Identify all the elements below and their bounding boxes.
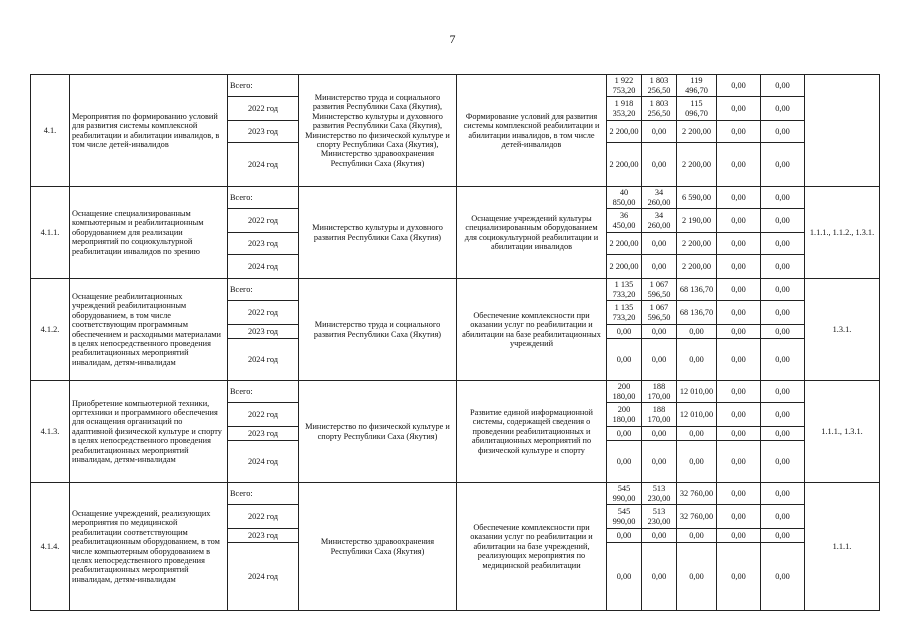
value-cell-4: 0,00 xyxy=(717,381,761,403)
value-cell-2: 1 803 256,50 xyxy=(642,75,677,97)
value-cell-1: 40 850,00 xyxy=(607,187,642,209)
value-cell-1: 2 200,00 xyxy=(607,233,642,255)
value-cell-4: 0,00 xyxy=(717,121,761,143)
value-cell-5: 0,00 xyxy=(761,483,805,505)
period-label: 2022 год xyxy=(228,505,299,529)
value-cell-4: 0,00 xyxy=(717,441,761,483)
value-cell-3: 32 760,00 xyxy=(677,505,717,529)
value-cell-5: 0,00 xyxy=(761,543,805,611)
period-label: 2023 год xyxy=(228,325,299,339)
table-row xyxy=(31,187,880,209)
value-cell-2: 1 803 256,50 xyxy=(642,97,677,121)
item-code: 4.1.1. xyxy=(31,187,70,279)
item-code: 4.1.2. xyxy=(31,279,70,381)
value-cell-1: 0,00 xyxy=(607,543,642,611)
value-cell-4: 0,00 xyxy=(717,403,761,427)
value-cell-5: 0,00 xyxy=(761,441,805,483)
value-cell-2: 1 067 596,50 xyxy=(642,279,677,301)
value-cell-3: 32 760,00 xyxy=(677,483,717,505)
value-cell-5: 0,00 xyxy=(761,381,805,403)
value-cell-2: 0,00 xyxy=(642,427,677,441)
item-name: Оснащение специализированным компьютерным и реабилитационным оборудованием для реализации мероприятий по социокультурной реабилитации инвалидов по зрению xyxy=(70,187,228,279)
executor-cell: Министерство труда и социального развития Республики Саха (Якутия) xyxy=(299,279,457,381)
period-label: Всего: xyxy=(228,381,299,403)
value-cell-5: 0,00 xyxy=(761,301,805,325)
value-cell-5: 0,00 xyxy=(761,187,805,209)
value-cell-3: 68 136,70 xyxy=(677,279,717,301)
value-cell-3: 0,00 xyxy=(677,427,717,441)
page-number: 7 xyxy=(449,32,456,46)
value-cell-1: 0,00 xyxy=(607,339,642,381)
value-cell-1: 0,00 xyxy=(607,325,642,339)
table-row xyxy=(31,381,880,403)
value-cell-5: 0,00 xyxy=(761,143,805,187)
value-cell-4: 0,00 xyxy=(717,301,761,325)
value-cell-3: 0,00 xyxy=(677,543,717,611)
period-label: 2024 год xyxy=(228,441,299,483)
value-cell-4: 0,00 xyxy=(717,143,761,187)
value-cell-1: 1 135 733,20 xyxy=(607,279,642,301)
value-cell-5: 0,00 xyxy=(761,339,805,381)
period-label: 2022 год xyxy=(228,403,299,427)
indicators-cell xyxy=(805,75,880,187)
period-label: 2022 год xyxy=(228,97,299,121)
value-cell-5: 0,00 xyxy=(761,325,805,339)
value-cell-1: 0,00 xyxy=(607,427,642,441)
value-cell-1: 545 990,00 xyxy=(607,505,642,529)
period-label: 2023 год xyxy=(228,427,299,441)
indicators-cell: 1.1.1., 1.1.2., 1.3.1. xyxy=(805,187,880,279)
value-cell-2: 0,00 xyxy=(642,441,677,483)
table-row xyxy=(31,483,880,505)
value-cell-2: 34 260,00 xyxy=(642,187,677,209)
period-label: Всего: xyxy=(228,279,299,301)
executor-cell: Министерство здравоохранения Республики Саха (Якутия) xyxy=(299,483,457,611)
period-label: Всего: xyxy=(228,483,299,505)
value-cell-3: 119 496,70 xyxy=(677,75,717,97)
value-cell-1: 200 180,00 xyxy=(607,403,642,427)
indicators-cell: 1.1.1., 1.3.1. xyxy=(805,381,880,483)
executor-cell: Министерство культуры и духовного развития Республики Саха (Якутия) xyxy=(299,187,457,279)
value-cell-3: 12 010,00 xyxy=(677,381,717,403)
value-cell-3: 0,00 xyxy=(677,529,717,543)
table-row xyxy=(31,75,880,97)
value-cell-1: 2 200,00 xyxy=(607,143,642,187)
item-name: Оснащение реабилитационных учреждений реабилитационным оборудованием, в том числе соответствующим программным обеспечением и расходными материалами в целях непосредственного проведения реабилитационных мероприятий инвалидам, детям-инвалидам xyxy=(70,279,228,381)
period-label: 2022 год xyxy=(228,301,299,325)
value-cell-3: 0,00 xyxy=(677,441,717,483)
table-body xyxy=(31,75,880,611)
item-code: 4.1.4. xyxy=(31,483,70,611)
period-label: 2023 год xyxy=(228,121,299,143)
item-name: Оснащение учреждений, реализующих мероприятия по медицинской реабилитации соответствующим реабилитационным оборудованием, в том числе компьютерным оборудованием в целях непосредственного проведения реабилитационных мероприятий инвалидам, детям-инвалидам xyxy=(70,483,228,611)
result-cell: Развитие единой информационной системы, содержащей сведения о проведении реабилитационных и абилитационных мероприятий по физической культуре и спорту xyxy=(457,381,607,483)
value-cell-2: 188 170,00 xyxy=(642,381,677,403)
item-code: 4.1. xyxy=(31,75,70,187)
value-cell-4: 0,00 xyxy=(717,97,761,121)
value-cell-3: 2 200,00 xyxy=(677,233,717,255)
item-name: Мероприятия по формированию условий для развития системы комплексной реабилитации и абилитации инвалидов, в том числе детей-инвалидов xyxy=(70,75,228,187)
period-label: 2024 год xyxy=(228,339,299,381)
result-cell: Обеспечение комплексности при оказании услуг по реабилитации и абилитации на базе учреждений, реализующих мероприятия по медицинской реабилитации xyxy=(457,483,607,611)
value-cell-4: 0,00 xyxy=(717,279,761,301)
value-cell-4: 0,00 xyxy=(717,339,761,381)
value-cell-5: 0,00 xyxy=(761,279,805,301)
value-cell-5: 0,00 xyxy=(761,209,805,233)
value-cell-5: 0,00 xyxy=(761,403,805,427)
indicators-cell: 1.3.1. xyxy=(805,279,880,381)
value-cell-4: 0,00 xyxy=(717,187,761,209)
value-cell-4: 0,00 xyxy=(717,427,761,441)
value-cell-2: 0,00 xyxy=(642,233,677,255)
value-cell-4: 0,00 xyxy=(717,75,761,97)
value-cell-2: 0,00 xyxy=(642,255,677,279)
value-cell-1: 0,00 xyxy=(607,529,642,543)
executor-cell: Министерство по физической культуре и спорту Республики Саха (Якутия) xyxy=(299,381,457,483)
value-cell-2: 513 230,00 xyxy=(642,505,677,529)
value-cell-3: 2 190,00 xyxy=(677,209,717,233)
period-label: Всего: xyxy=(228,187,299,209)
value-cell-4: 0,00 xyxy=(717,505,761,529)
value-cell-2: 0,00 xyxy=(642,339,677,381)
value-cell-1: 36 450,00 xyxy=(607,209,642,233)
value-cell-1: 1 135 733,20 xyxy=(607,301,642,325)
value-cell-2: 0,00 xyxy=(642,543,677,611)
value-cell-1: 2 200,00 xyxy=(607,121,642,143)
value-cell-2: 0,00 xyxy=(642,143,677,187)
period-label: 2022 год xyxy=(228,209,299,233)
value-cell-2: 34 260,00 xyxy=(642,209,677,233)
value-cell-5: 0,00 xyxy=(761,529,805,543)
result-cell: Оснащение учреждений культуры специализированным оборудованием для социокультурной реабилитации и абилитации инвалидов xyxy=(457,187,607,279)
value-cell-1: 1 918 353,20 xyxy=(607,97,642,121)
value-cell-1: 1 922 753,20 xyxy=(607,75,642,97)
value-cell-4: 0,00 xyxy=(717,483,761,505)
value-cell-2: 513 230,00 xyxy=(642,483,677,505)
value-cell-4: 0,00 xyxy=(717,209,761,233)
value-cell-3: 12 010,00 xyxy=(677,403,717,427)
period-label: 2023 год xyxy=(228,233,299,255)
value-cell-3: 2 200,00 xyxy=(677,121,717,143)
value-cell-5: 0,00 xyxy=(761,121,805,143)
value-cell-5: 0,00 xyxy=(761,97,805,121)
value-cell-3: 0,00 xyxy=(677,339,717,381)
value-cell-2: 0,00 xyxy=(642,325,677,339)
indicators-cell: 1.1.1. xyxy=(805,483,880,611)
value-cell-4: 0,00 xyxy=(717,233,761,255)
value-cell-1: 0,00 xyxy=(607,441,642,483)
period-label: 2024 год xyxy=(228,143,299,187)
value-cell-2: 0,00 xyxy=(642,121,677,143)
value-cell-3: 0,00 xyxy=(677,325,717,339)
value-cell-2: 188 170,00 xyxy=(642,403,677,427)
value-cell-1: 200 180,00 xyxy=(607,381,642,403)
period-label: 2024 год xyxy=(228,255,299,279)
result-cell: Обеспечение комплексности при оказании услуг по реабилитации и абилитации на базе реабилитационных учреждений xyxy=(457,279,607,381)
value-cell-2: 1 067 596,50 xyxy=(642,301,677,325)
value-cell-5: 0,00 xyxy=(761,255,805,279)
table-row xyxy=(31,279,880,301)
program-table xyxy=(30,74,880,611)
period-label: 2023 год xyxy=(228,529,299,543)
period-label: Всего: xyxy=(228,75,299,97)
value-cell-3: 2 200,00 xyxy=(677,143,717,187)
value-cell-3: 68 136,70 xyxy=(677,301,717,325)
value-cell-5: 0,00 xyxy=(761,75,805,97)
value-cell-4: 0,00 xyxy=(717,255,761,279)
value-cell-3: 2 200,00 xyxy=(677,255,717,279)
item-name: Приобретение компьютерной техники, оргтехники и программного обеспечения для оснащения организаций по адаптивной физической культуре и спорту в целях непосредственного проведения реабилитационных мероприятий инвалидам, детям-инвалидам xyxy=(70,381,228,483)
value-cell-1: 2 200,00 xyxy=(607,255,642,279)
value-cell-5: 0,00 xyxy=(761,427,805,441)
value-cell-4: 0,00 xyxy=(717,543,761,611)
period-label: 2024 год xyxy=(228,543,299,611)
value-cell-2: 0,00 xyxy=(642,529,677,543)
value-cell-1: 545 990,00 xyxy=(607,483,642,505)
value-cell-5: 0,00 xyxy=(761,233,805,255)
executor-cell: Министерство труда и социального развития Республики Саха (Якутия), Министерство культуры и духовного развития Республики Саха (Якутия), Министерство по физической культуре и спорту Республики Саха (Якутия), Министерство здравоохранения Республики Саха (Якутия) xyxy=(299,75,457,187)
value-cell-4: 0,00 xyxy=(717,325,761,339)
value-cell-3: 6 590,00 xyxy=(677,187,717,209)
result-cell: Формирование условий для развития системы комплексной реабилитации и абилитации инвалидов, в том числе детей-инвалидов xyxy=(457,75,607,187)
value-cell-5: 0,00 xyxy=(761,505,805,529)
value-cell-3: 115 096,70 xyxy=(677,97,717,121)
item-code: 4.1.3. xyxy=(31,381,70,483)
value-cell-4: 0,00 xyxy=(717,529,761,543)
